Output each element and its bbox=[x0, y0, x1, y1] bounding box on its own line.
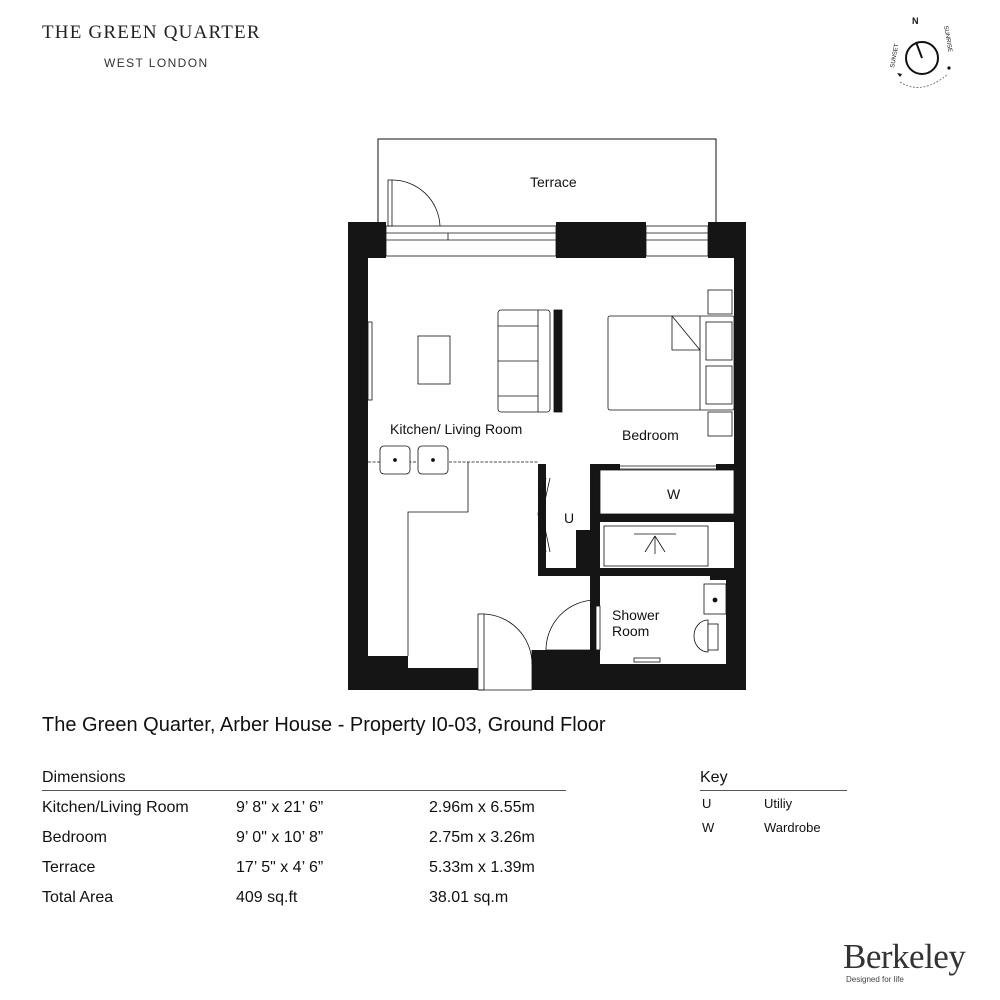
dimension-imperial: 9’ 8" x 21’ 6” bbox=[236, 799, 324, 816]
shower-room-fixtures bbox=[604, 526, 726, 662]
brand-tagline: Designed for life bbox=[846, 975, 904, 984]
development-title: THE GREEN QUARTER bbox=[42, 22, 261, 43]
wall bbox=[600, 664, 734, 690]
dimension-row bbox=[42, 829, 582, 851]
door-leaf bbox=[596, 606, 600, 650]
wall bbox=[532, 650, 600, 690]
door-leaf bbox=[478, 614, 484, 690]
shower-tray bbox=[604, 526, 708, 566]
wall bbox=[726, 580, 734, 664]
kitchen-counter bbox=[408, 462, 468, 656]
shower-room-label-line2: Room bbox=[612, 623, 650, 639]
dimension-metric: 38.01 sq.m bbox=[429, 889, 509, 906]
bedside-table bbox=[708, 290, 732, 314]
dimensions-title: Dimensions bbox=[42, 769, 126, 786]
wall bbox=[734, 222, 746, 690]
door-swing-arc bbox=[392, 180, 440, 226]
berkeley-logo bbox=[843, 937, 966, 987]
utility-label: U bbox=[564, 510, 575, 526]
key-item bbox=[700, 820, 850, 838]
key-item bbox=[700, 796, 850, 814]
wall bbox=[348, 656, 408, 690]
dimension-room: Total Area bbox=[42, 889, 114, 906]
wall bbox=[716, 464, 734, 470]
bedroom-furniture bbox=[608, 290, 734, 436]
terrace-glazing bbox=[386, 226, 708, 256]
compass-icon bbox=[880, 12, 960, 92]
dimension-room: Terrace bbox=[42, 859, 96, 876]
property-heading: The Green Quarter, Arber House - Property I0-03, Ground Floor bbox=[42, 714, 606, 736]
sofa-wall-panel bbox=[554, 310, 562, 412]
coffee-table bbox=[418, 336, 450, 384]
dimension-metric: 2.96m x 6.55m bbox=[429, 799, 535, 816]
toilet-cistern bbox=[708, 624, 718, 650]
door-leaf bbox=[388, 180, 392, 226]
basin-drain bbox=[713, 598, 717, 602]
dimension-room: Bedroom bbox=[42, 829, 107, 846]
sun-path-arc bbox=[900, 74, 948, 87]
bar-stools bbox=[380, 446, 448, 474]
toilet bbox=[694, 620, 708, 652]
dimension-row bbox=[42, 889, 582, 911]
pillow bbox=[706, 366, 732, 404]
stool-seat bbox=[394, 459, 397, 462]
dimension-imperial: 409 sq.ft bbox=[236, 889, 298, 906]
terrace-area bbox=[378, 139, 716, 222]
wall bbox=[600, 464, 620, 470]
development-location: WEST LONDON bbox=[104, 56, 209, 70]
pillow bbox=[706, 322, 732, 360]
brand-name: Berkeley bbox=[843, 937, 966, 976]
terrace-door bbox=[388, 180, 440, 226]
key-divider bbox=[700, 790, 847, 791]
shower-room-label-line1: Shower bbox=[612, 607, 660, 623]
dimension-row bbox=[42, 859, 582, 881]
sunrise-marker bbox=[947, 66, 950, 69]
wall bbox=[710, 568, 734, 580]
door-swing-arc bbox=[484, 614, 532, 664]
dimension-metric: 5.33m x 1.39m bbox=[429, 859, 535, 876]
sunset-marker bbox=[897, 73, 902, 77]
bedside-table bbox=[708, 412, 732, 436]
stool-seat bbox=[432, 459, 435, 462]
wall bbox=[600, 568, 710, 576]
kitchen-living-label: Kitchen/ Living Room bbox=[390, 421, 523, 437]
compass-north-label: N bbox=[912, 16, 919, 26]
compass-sunrise-label: SUNRISE bbox=[942, 25, 953, 53]
key-code: U bbox=[702, 796, 712, 811]
dimension-row bbox=[42, 799, 582, 821]
wall bbox=[576, 530, 590, 570]
key-title: Key bbox=[700, 769, 728, 786]
wall bbox=[348, 222, 368, 690]
compass-needle bbox=[916, 42, 922, 58]
wall bbox=[408, 668, 478, 690]
wardrobe-label: W bbox=[667, 486, 681, 502]
bedroom-label: Bedroom bbox=[622, 427, 679, 443]
living-furniture bbox=[368, 310, 562, 412]
wall-tv bbox=[368, 322, 372, 400]
floor-vent bbox=[634, 658, 660, 662]
glazing-frame bbox=[646, 226, 708, 256]
entrance-door bbox=[478, 614, 532, 690]
dimension-room: Kitchen/Living Room bbox=[42, 799, 189, 816]
door-swing-arc bbox=[546, 600, 596, 650]
key-meaning: Wardrobe bbox=[764, 820, 821, 835]
wall bbox=[556, 222, 646, 258]
wall bbox=[540, 464, 546, 478]
terrace-label: Terrace bbox=[530, 174, 577, 190]
key-meaning: Utiliy bbox=[764, 796, 793, 811]
dimension-imperial: 17’ 5" x 4’ 6” bbox=[236, 859, 324, 876]
key-code: W bbox=[702, 820, 715, 835]
glazing-frame bbox=[386, 226, 556, 256]
compass-sunset-label: SUNSET bbox=[890, 43, 901, 69]
dimension-metric: 2.75m x 3.26m bbox=[429, 829, 535, 846]
dimension-imperial: 9’ 0" x 10’ 8” bbox=[236, 829, 324, 846]
floor-plan bbox=[330, 130, 770, 700]
dimensions-divider bbox=[42, 790, 566, 791]
wall bbox=[600, 514, 734, 522]
